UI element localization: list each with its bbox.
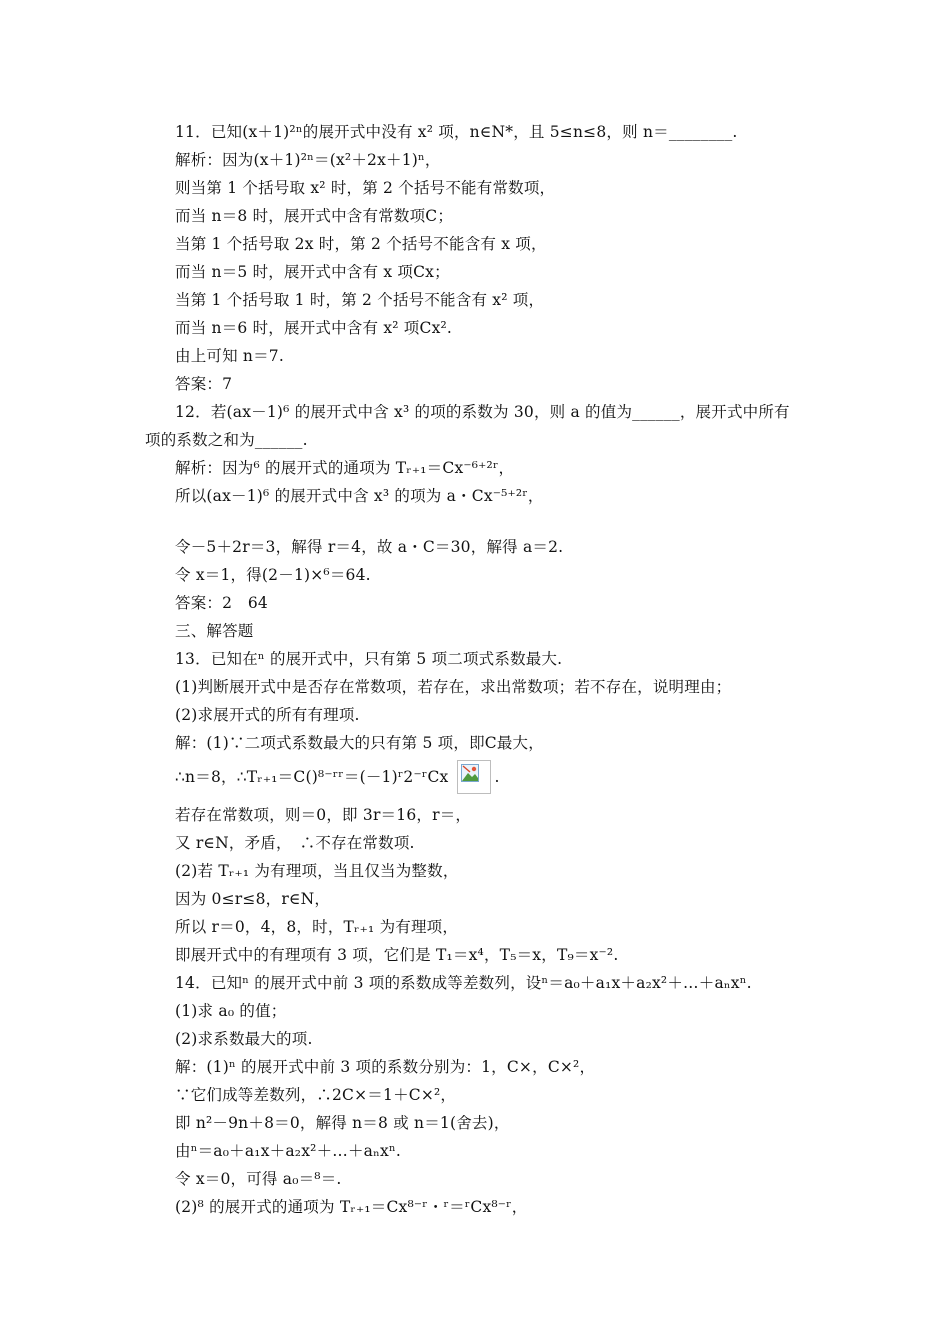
text-line-end: . xyxy=(494,768,500,786)
text-line: (2)求展开式的所有有理项. xyxy=(175,706,360,724)
section-heading: 三、解答题 xyxy=(175,622,254,640)
text-line: ∵它们成等差数列，∴2C×＝1＋C×²， xyxy=(175,1086,457,1104)
text-line: 而当 n＝8 时，展开式中含有常数项C； xyxy=(175,207,454,225)
text-line: 解：(1)∵二项式系数最大的只有第 5 项，即C最大， xyxy=(175,734,544,752)
text-line: (1)判断展开式中是否存在常数项，若存在，求出常数项；若不存在，说明理由； xyxy=(175,678,732,696)
text-line: 因为 0≤r≤8，r∈N， xyxy=(175,890,331,908)
text-line-part: ∴n＝8，∴Tᵣ₊₁＝C()⁸⁻ʳʳ＝(－1)ʳ2⁻ʳCx xyxy=(175,768,449,786)
text-line: (2)求系数最大的项. xyxy=(175,1030,313,1048)
text-line: 当第 1 个括号取 1 时，第 2 个括号不能含有 x² 项， xyxy=(175,291,545,309)
text-line: 而当 n＝6 时，展开式中含有 x² 项Cx². xyxy=(175,319,453,337)
problem-11-text: 11．已知(x＋1)²ⁿ的展开式中没有 x² 项，n∈N*，且 5≤n≤8，则 n＝________. xyxy=(175,123,738,141)
text-line: (2)若 Tᵣ₊₁ 为有理项，当且仅当为整数， xyxy=(175,862,459,880)
text-line: 令 x＝0，可得 a₀＝⁸＝. xyxy=(175,1170,342,1188)
problem-14-text: 14．已知ⁿ 的展开式中前 3 项的系数成等差数列，设ⁿ＝a₀＋a₁x＋a₂x²＋…＋aₙxⁿ. xyxy=(175,974,752,992)
answer-11: 答案：7 xyxy=(175,375,233,393)
text-line: 令 x＝1，得(2－1)×⁶＝64. xyxy=(175,566,371,584)
text-line: (1)求 a₀ 的值； xyxy=(175,1002,287,1020)
answer-12: 答案：2 64 xyxy=(175,594,268,612)
broken-image-icon xyxy=(457,760,491,794)
text-line: 即展开式中的有理项有 3 项，它们是 T₁＝x⁴，T₅＝x，T₉＝x⁻². xyxy=(175,946,619,964)
text-line: 令－5＋2r＝3，解得 r＝4，故 a・C＝30，解得 a＝2. xyxy=(175,538,564,556)
text-line: 所以(ax－1)⁶ 的展开式中含 x³ 的项为 a・Cx⁻⁵⁺²ʳ， xyxy=(175,487,544,505)
text-line: 即 n²－9n＋8＝0，解得 n＝8 或 n＝1(舍去)， xyxy=(175,1114,510,1132)
text-line: 解：(1)ⁿ 的展开式中前 3 项的系数分别为：1，C×，C×²， xyxy=(175,1058,596,1076)
text-line: 则当第 1 个括号取 x² 时，第 2 个括号不能有常数项， xyxy=(175,179,556,197)
text-line: 项的系数之和为______. xyxy=(145,431,308,449)
text-line: 所以 r＝0，4，8，时，Tᵣ₊₁ 为有理项， xyxy=(175,918,459,936)
problem-13-text: 13．已知在ⁿ 的展开式中，只有第 5 项二项式系数最大. xyxy=(175,650,563,668)
text-line: 解析：因为⁶ 的展开式的通项为 Tᵣ₊₁＝Cx⁻⁶⁺²ʳ， xyxy=(175,459,515,477)
text-line: 由ⁿ＝a₀＋a₁x＋a₂x²＋…＋aₙxⁿ. xyxy=(175,1142,401,1160)
text-line: (2)⁸ 的展开式的通项为 Tᵣ₊₁＝Cx⁸⁻ʳ・ʳ＝ʳCx⁸⁻ʳ， xyxy=(175,1198,528,1216)
text-line: 解析：因为(x＋1)²ⁿ＝(x²＋2x＋1)ⁿ， xyxy=(175,151,441,169)
text-line: 当第 1 个括号取 2x 时，第 2 个括号不能含有 x 项， xyxy=(175,235,547,253)
text-line xyxy=(175,766,500,788)
text-line: 又 r∈N，矛盾， ∴不存在常数项. xyxy=(175,834,415,852)
text-line: 若存在常数项，则＝0，即 3r＝16，r＝， xyxy=(175,806,472,824)
text-line: 而当 n＝5 时，展开式中含有 x 项Cx； xyxy=(175,263,450,281)
text-line: 由上可知 n＝7. xyxy=(175,347,284,365)
problem-12-text: 12．若(ax－1)⁶ 的展开式中含 x³ 的项的系数为 30，则 a 的值为______，展开式中所有 xyxy=(175,403,790,421)
